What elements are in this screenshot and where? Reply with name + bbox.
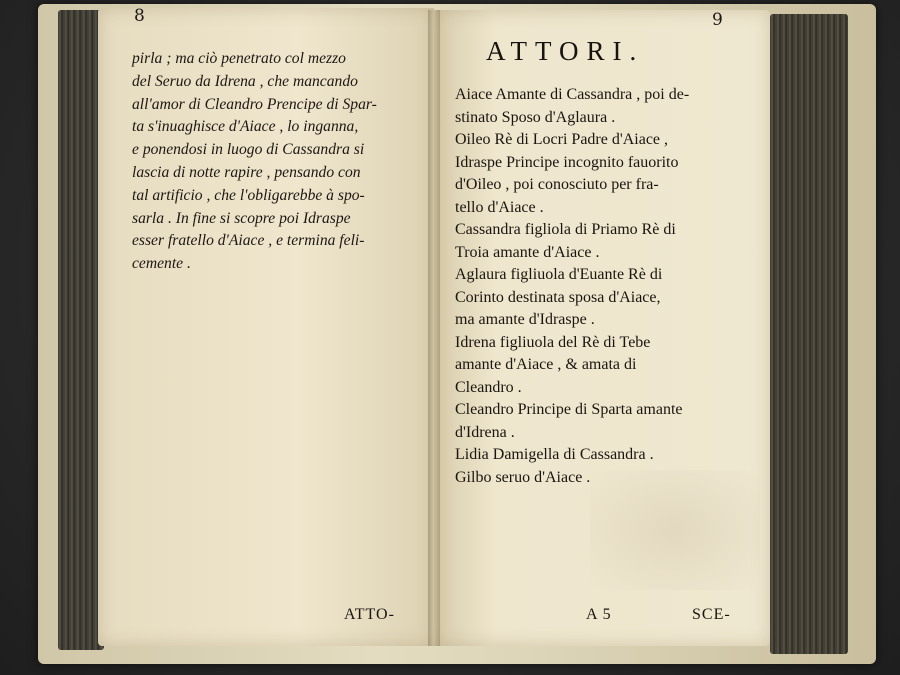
right-page-block-edge: [770, 14, 848, 654]
cast-line: Cleandro Principe di Sparta amante: [455, 401, 683, 418]
cast-line: Aglaura figliuola d'Euante Rè di: [455, 266, 663, 283]
text-line: lascia di notte rapire , pensando con: [132, 163, 361, 181]
text-line: tal artificio , che l'obligarebbe à spo-: [132, 186, 365, 204]
signature-mark: A 5: [586, 606, 612, 623]
cast-line: stinato Sposo d'Aglaura .: [455, 108, 616, 126]
left-catchword: ATTO-: [344, 606, 395, 623]
text-line: e ponendosi in luogo di Cassandra si: [132, 141, 365, 159]
cast-line: Idraspe Principe incognito fauorito: [455, 153, 679, 171]
text-line: esser fratello d'Aiace , e termina feli-: [132, 232, 365, 250]
text-line: ta s'inuaghisce d'Aiace , lo inganna,: [132, 118, 359, 136]
cast-line: Aiace Amante di Cassandra , poi de-: [455, 86, 690, 103]
cast-line: Cleandro .: [455, 378, 522, 396]
cast-line: d'Idrena .: [455, 423, 515, 441]
cast-line: Cassandra figliola di Priamo Rè di: [455, 221, 676, 238]
left-page-text: [132, 48, 430, 276]
cast-list: [455, 84, 760, 489]
cast-line: d'Oileo , poi conosciuto per fra-: [455, 176, 659, 193]
text-line: all'amor di Cleandro Prencipe di Spar-: [132, 95, 377, 113]
cast-line: Troia amante d'Aiace .: [455, 243, 600, 261]
cast-line: Idrena figliuola del Rè di Tebe: [455, 333, 651, 351]
right-catchword: SCE-: [692, 606, 731, 623]
left-page-number: 8: [134, 6, 145, 26]
text-line: del Seruo da Idrena , che mancando: [132, 72, 358, 90]
page-heading: ATTORI.: [486, 36, 645, 66]
text-line: pirla ; ma ciò penetrato col mezzo: [132, 50, 346, 67]
text-line: sarla . In fine si scopre poi Idraspe: [132, 209, 351, 227]
cast-line: ma amante d'Idraspe .: [455, 311, 595, 328]
text-line: cemente .: [132, 255, 191, 273]
cast-line: amante d'Aiace , & amata di: [455, 356, 637, 373]
cast-line: tello d'Aiace .: [455, 198, 544, 216]
cast-line: Corinto destinata sposa d'Aiace,: [455, 288, 661, 306]
cast-line: Gilbo seruo d'Aiace .: [455, 468, 591, 486]
cast-line: Oileo Rè di Locri Padre d'Aiace ,: [455, 131, 669, 148]
right-page-number: 9: [712, 10, 723, 30]
cast-line: Lidia Damigella di Cassandra .: [455, 446, 654, 463]
